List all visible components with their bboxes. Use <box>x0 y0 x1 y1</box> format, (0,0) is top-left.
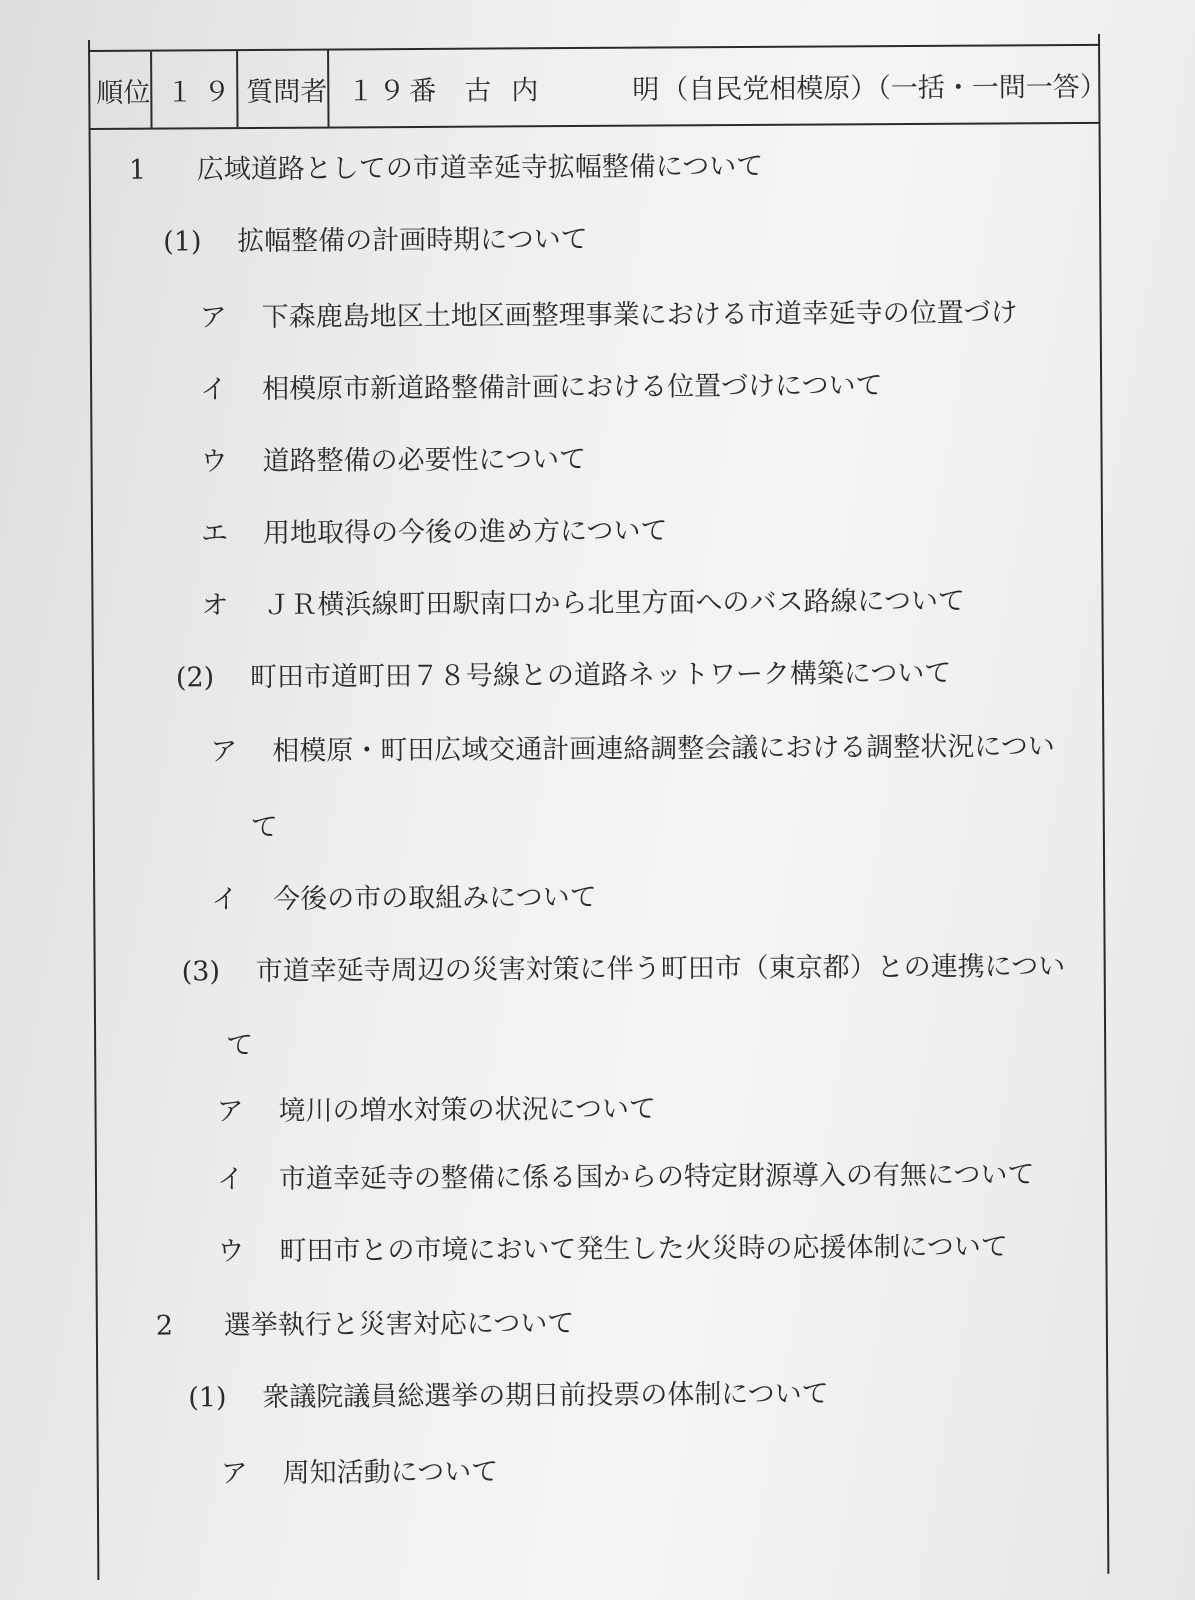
subitem-text: 市道幸延寺周辺の災害対策に伴う町田市（東京都）との連携につい <box>255 951 1066 987</box>
item-number: 1 <box>128 154 147 186</box>
rank-label: 順位 <box>96 77 151 109</box>
question-subitem <box>176 651 952 695</box>
questioner-value <box>327 46 1107 127</box>
question-point <box>201 508 668 550</box>
point-text: 相模原市新道路整備計画における位置づけについて <box>262 370 883 405</box>
point-mark: ア <box>210 736 238 768</box>
item-number: 2 <box>155 1310 174 1342</box>
subitem-number: (1) <box>163 226 202 258</box>
point-text: 用地取得の今後の進め方について <box>262 515 668 549</box>
point-mark: イ <box>200 374 228 406</box>
question-point <box>217 1152 1035 1196</box>
speaker-surname: 古内 <box>464 74 559 107</box>
question-point <box>216 1087 656 1129</box>
question-item <box>129 144 764 187</box>
rank-value: １９ <box>150 51 236 128</box>
continuation-text: て <box>226 1030 254 1062</box>
point-text: 境川の増水対策の状況について <box>278 1093 657 1127</box>
subitem-text: 拡幅整備の計画時期について <box>237 223 588 258</box>
document-page <box>88 34 1112 1600</box>
point-text: 市道幸延寺の整備に係る国からの特定財源導入の有無について <box>278 1159 1035 1195</box>
question-point <box>200 437 586 478</box>
point-text: 町田市との市境において発生した火災時の応援体制について <box>279 1231 1008 1267</box>
subitem-text: 町田市道町田７８号線との道路ネットワーク構築について <box>249 657 952 694</box>
question-point <box>210 724 1055 768</box>
point-text: 下森鹿島地区土地区画整理事業における市道幸延寺の位置づけ <box>261 297 1018 333</box>
point-mark: ウ <box>217 1236 245 1268</box>
point-text: 道路整備の必要性について <box>262 443 587 477</box>
question-point <box>200 290 1018 334</box>
point-mark: オ <box>201 590 229 622</box>
question-subitem <box>163 217 588 259</box>
subitem-text: 衆議院議員総選挙の期日前投票の体制について <box>262 1378 829 1413</box>
header-table <box>88 44 1107 130</box>
subitem-number: (2) <box>175 662 215 694</box>
point-text: 相模原・町田広域交通計画連絡調整会議における調整状況につい <box>272 731 1055 767</box>
point-text: ＪＲ横浜線町田駅南口から北里方面へのバス路線について <box>263 585 966 621</box>
point-mark: イ <box>216 1164 245 1196</box>
point-text: 今後の市の取組みについて <box>273 881 597 915</box>
point-mark: ウ <box>200 446 228 478</box>
speaker-given-name: 明 <box>632 74 660 106</box>
question-item <box>156 1301 575 1343</box>
point-mark: エ <box>200 518 229 550</box>
point-mark: ア <box>220 1458 248 1490</box>
item-text: 広域道路としての市道幸延寺拡幅整備について <box>196 150 764 186</box>
speaker-number: １９番 <box>347 75 441 107</box>
speaker-party: （自民党相模原）（一括・一問一答） <box>661 71 1107 105</box>
subitem-number: (3) <box>181 956 221 988</box>
subitem-number: (1) <box>188 1382 227 1414</box>
question-point <box>200 363 883 406</box>
point-text: 周知活動について <box>282 1456 499 1489</box>
question-point <box>211 875 597 916</box>
question-point <box>201 579 965 623</box>
item-text: 選挙執行と災害対応について <box>223 1308 575 1342</box>
continuation-text: て <box>250 811 278 844</box>
question-subitem <box>188 1372 829 1415</box>
point-mark: イ <box>211 884 239 916</box>
question-point <box>221 1450 499 1491</box>
question-subitem <box>182 944 1066 988</box>
point-mark: ア <box>199 302 227 334</box>
question-point <box>217 1224 1008 1268</box>
point-mark: ア <box>216 1096 244 1128</box>
questioner-label: 質問者 <box>236 51 327 128</box>
